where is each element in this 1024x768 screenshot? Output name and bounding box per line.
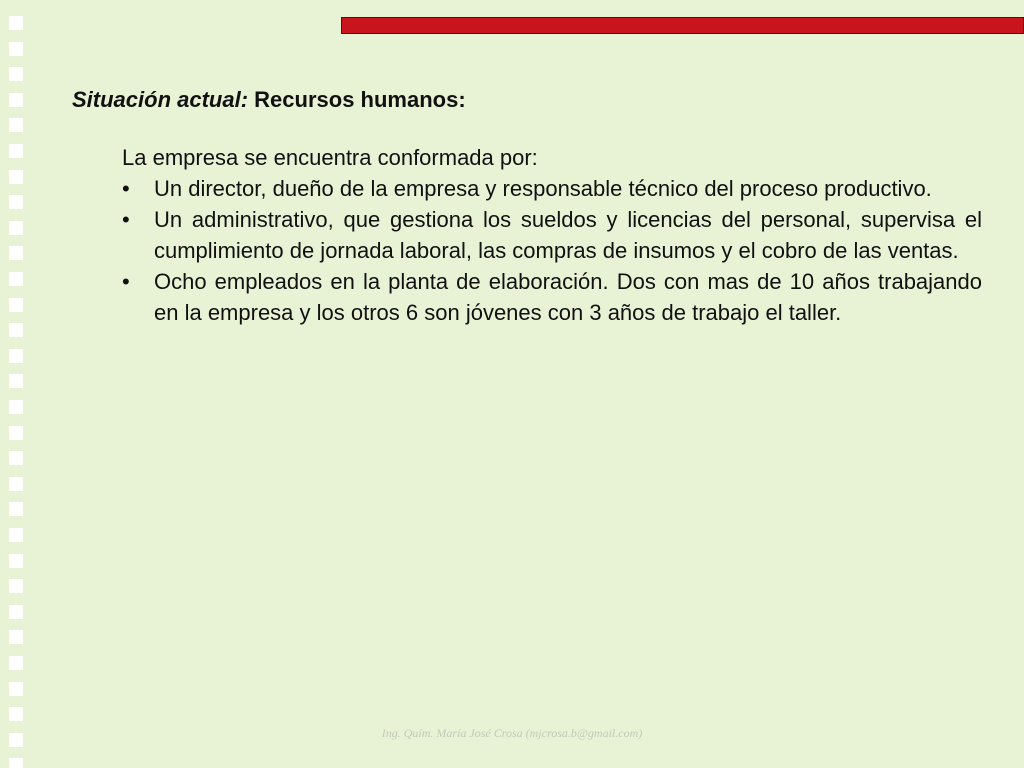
edge-square-icon — [9, 323, 23, 337]
edge-square-icon — [9, 605, 23, 619]
title-text: Recursos humanos: — [254, 87, 466, 112]
bullet-item — [122, 266, 982, 328]
slide-title — [72, 82, 982, 118]
edge-square-icon — [9, 451, 23, 465]
bullet-icon: • — [122, 269, 130, 294]
edge-square-icon — [9, 579, 23, 593]
edge-square-icon — [9, 42, 23, 56]
edge-square-icon — [9, 502, 23, 516]
edge-square-icon — [9, 656, 23, 670]
bullet-item — [122, 173, 982, 204]
intro-text: La empresa se encuentra conformada por: — [122, 145, 538, 170]
edge-square-icon — [9, 554, 23, 568]
bullet-text: Ocho empleados en la planta de elaboración. Dos con mas de 10 años trabajando en la empresa y los otros 6 son jóvenes con 3 años de trabajo el taller. — [154, 269, 982, 325]
edge-square-icon — [9, 67, 23, 81]
edge-square-icon — [9, 349, 23, 363]
top-accent-bar — [341, 17, 1024, 34]
footer-credit: Ing. Quím. María José Crosa (mjcrosa.b@gmail.com) — [381, 726, 643, 740]
bullet-text: Un administrativo, que gestiona los sueldos y licencias del personal, supervisa el cumplimiento de jornada laboral, las compras de insumos y el cobro de las ventas. — [154, 207, 982, 263]
edge-square-icon — [9, 93, 23, 107]
bullet-icon: • — [122, 207, 130, 232]
edge-square-icon — [9, 528, 23, 542]
bullet-text: Un director, dueño de la empresa y responsable técnico del proceso productivo. — [154, 176, 932, 201]
edge-square-icon — [9, 195, 23, 209]
edge-square-icon — [9, 400, 23, 414]
edge-square-icon — [9, 426, 23, 440]
slide-content — [72, 82, 982, 328]
edge-square-icon — [9, 374, 23, 388]
edge-square-icon — [9, 118, 23, 132]
bullet-item — [122, 204, 982, 266]
edge-square-icon — [9, 477, 23, 491]
edge-square-icon — [9, 16, 23, 30]
edge-square-icon — [9, 272, 23, 286]
bullet-icon: • — [122, 176, 130, 201]
edge-square-icon — [9, 170, 23, 184]
edge-square-icon — [9, 682, 23, 696]
edge-square-icon — [9, 221, 23, 235]
edge-square-icon — [9, 630, 23, 644]
edge-square-icon — [9, 246, 23, 260]
edge-square-icon — [9, 758, 23, 768]
title-label: Situación actual: — [72, 87, 249, 112]
left-decorative-strip — [0, 0, 34, 768]
edge-square-icon — [9, 707, 23, 721]
edge-square-icon — [9, 144, 23, 158]
edge-square-icon — [9, 298, 23, 312]
bullet-list — [72, 173, 982, 328]
